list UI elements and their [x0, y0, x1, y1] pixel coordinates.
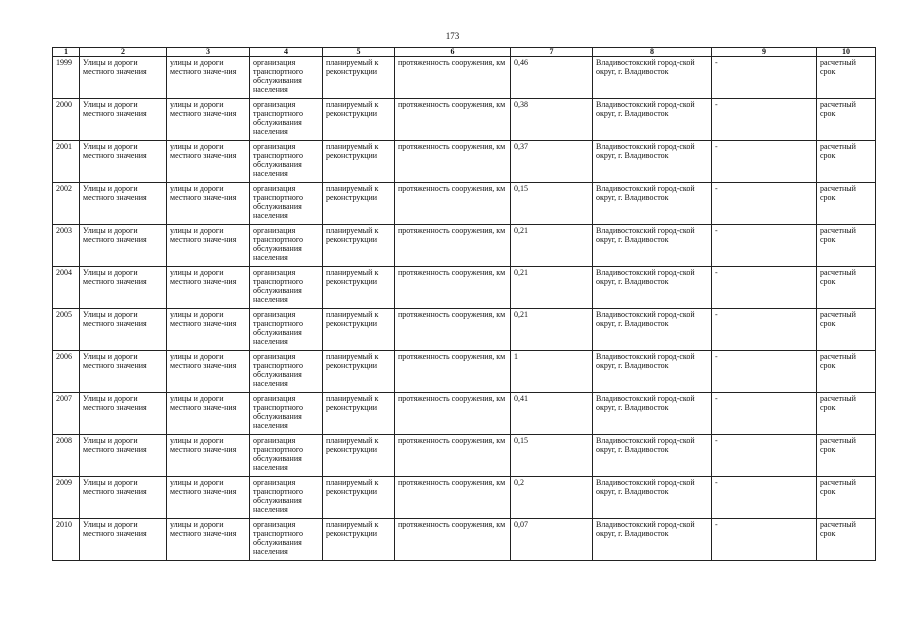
cell-zones: - [712, 141, 817, 183]
cell-location: Владивостокский город-ской округ, г. Владивосток [593, 351, 712, 393]
cell-value: 0,21 [511, 309, 593, 351]
table-row [53, 57, 876, 99]
cell-term: расчетный срок [817, 267, 876, 309]
cell-value: 0,15 [511, 183, 593, 225]
cell-status: планируемый к реконструкции [323, 309, 395, 351]
cell-name: Улицы и дороги местного значения [80, 477, 167, 519]
cell-characteristic: протяженность сооружения, км [395, 225, 511, 267]
page-number: 173 [445, 31, 460, 41]
cell-characteristic: протяженность сооружения, км [395, 141, 511, 183]
cell-name: Улицы и дороги местного значения [80, 519, 167, 561]
cell-value: 0,37 [511, 141, 593, 183]
cell-status: планируемый к реконструкции [323, 351, 395, 393]
table-row [53, 435, 876, 477]
cell-term: расчетный срок [817, 183, 876, 225]
cell-characteristic: протяженность сооружения, км [395, 435, 511, 477]
cell-name: Улицы и дороги местного значения [80, 99, 167, 141]
cell-status: планируемый к реконструкции [323, 99, 395, 141]
cell-term: расчетный срок [817, 99, 876, 141]
cell-location: Владивостокский город-ской округ, г. Владивосток [593, 393, 712, 435]
cell-characteristic: протяженность сооружения, км [395, 309, 511, 351]
table-body [53, 57, 876, 561]
cell-value: 0,46 [511, 57, 593, 99]
table-header [53, 48, 876, 57]
cell-zones: - [712, 309, 817, 351]
table-row [53, 99, 876, 141]
table-row [53, 519, 876, 561]
column-header: 10 [817, 48, 876, 57]
cell-type: улицы и дороги местного значе-ния [167, 225, 250, 267]
objects-table [52, 47, 876, 561]
cell-type: улицы и дороги местного значе-ния [167, 267, 250, 309]
cell-status: планируемый к реконструкции [323, 267, 395, 309]
cell-zones: - [712, 519, 817, 561]
cell-term: расчетный срок [817, 309, 876, 351]
cell-location: Владивостокский город-ской округ, г. Владивосток [593, 99, 712, 141]
table-row [53, 393, 876, 435]
column-header: 2 [80, 48, 167, 57]
cell-purpose: организация транспортного обслуживания населения [250, 351, 323, 393]
cell-purpose: организация транспортного обслуживания населения [250, 309, 323, 351]
cell-name: Улицы и дороги местного значения [80, 267, 167, 309]
cell-id: 2010 [53, 519, 80, 561]
cell-purpose: организация транспортного обслуживания населения [250, 435, 323, 477]
cell-status: планируемый к реконструкции [323, 183, 395, 225]
cell-term: расчетный срок [817, 519, 876, 561]
cell-name: Улицы и дороги местного значения [80, 351, 167, 393]
cell-id: 2000 [53, 99, 80, 141]
cell-term: расчетный срок [817, 351, 876, 393]
cell-name: Улицы и дороги местного значения [80, 57, 167, 99]
cell-zones: - [712, 267, 817, 309]
cell-id: 2004 [53, 267, 80, 309]
cell-status: планируемый к реконструкции [323, 477, 395, 519]
cell-value: 0,21 [511, 225, 593, 267]
cell-type: улицы и дороги местного значе-ния [167, 57, 250, 99]
cell-characteristic: протяженность сооружения, км [395, 351, 511, 393]
cell-purpose: организация транспортного обслуживания населения [250, 393, 323, 435]
cell-type: улицы и дороги местного значе-ния [167, 351, 250, 393]
column-header: 7 [511, 48, 593, 57]
cell-id: 2003 [53, 225, 80, 267]
cell-location: Владивостокский город-ской округ, г. Владивосток [593, 519, 712, 561]
cell-term: расчетный срок [817, 477, 876, 519]
cell-value: 1 [511, 351, 593, 393]
cell-id: 1999 [53, 57, 80, 99]
cell-id: 2002 [53, 183, 80, 225]
column-header: 4 [250, 48, 323, 57]
cell-location: Владивостокский город-ской округ, г. Владивосток [593, 183, 712, 225]
cell-name: Улицы и дороги местного значения [80, 183, 167, 225]
cell-purpose: организация транспортного обслуживания населения [250, 267, 323, 309]
cell-characteristic: протяженность сооружения, км [395, 477, 511, 519]
cell-type: улицы и дороги местного значе-ния [167, 309, 250, 351]
column-header: 5 [323, 48, 395, 57]
cell-status: планируемый к реконструкции [323, 519, 395, 561]
cell-type: улицы и дороги местного значе-ния [167, 141, 250, 183]
cell-type: улицы и дороги местного значе-ния [167, 435, 250, 477]
table-row [53, 267, 876, 309]
cell-id: 2009 [53, 477, 80, 519]
cell-value: 0,2 [511, 477, 593, 519]
cell-status: планируемый к реконструкции [323, 141, 395, 183]
cell-purpose: организация транспортного обслуживания населения [250, 99, 323, 141]
cell-purpose: организация транспортного обслуживания населения [250, 519, 323, 561]
table-row [53, 309, 876, 351]
column-numbers-row [53, 48, 876, 57]
cell-term: расчетный срок [817, 141, 876, 183]
cell-location: Владивостокский город-ской округ, г. Владивосток [593, 141, 712, 183]
cell-zones: - [712, 477, 817, 519]
table-row [53, 183, 876, 225]
cell-name: Улицы и дороги местного значения [80, 393, 167, 435]
cell-purpose: организация транспортного обслуживания населения [250, 477, 323, 519]
cell-id: 2008 [53, 435, 80, 477]
cell-location: Владивостокский город-ской округ, г. Владивосток [593, 435, 712, 477]
cell-status: планируемый к реконструкции [323, 57, 395, 99]
cell-zones: - [712, 351, 817, 393]
cell-term: расчетный срок [817, 393, 876, 435]
column-header: 8 [593, 48, 712, 57]
cell-status: планируемый к реконструкции [323, 435, 395, 477]
cell-purpose: организация транспортного обслуживания населения [250, 141, 323, 183]
cell-value: 0,07 [511, 519, 593, 561]
cell-location: Владивостокский город-ской округ, г. Владивосток [593, 57, 712, 99]
cell-characteristic: протяженность сооружения, км [395, 393, 511, 435]
cell-location: Владивостокский город-ской округ, г. Владивосток [593, 267, 712, 309]
cell-type: улицы и дороги местного значе-ния [167, 477, 250, 519]
cell-purpose: организация транспортного обслуживания населения [250, 183, 323, 225]
cell-status: планируемый к реконструкции [323, 225, 395, 267]
cell-name: Улицы и дороги местного значения [80, 309, 167, 351]
table-row [53, 351, 876, 393]
cell-characteristic: протяженность сооружения, км [395, 267, 511, 309]
table-row [53, 141, 876, 183]
cell-id: 2005 [53, 309, 80, 351]
cell-characteristic: протяженность сооружения, км [395, 519, 511, 561]
cell-type: улицы и дороги местного значе-ния [167, 519, 250, 561]
cell-zones: - [712, 183, 817, 225]
column-header: 6 [395, 48, 511, 57]
cell-name: Улицы и дороги местного значения [80, 141, 167, 183]
column-header: 9 [712, 48, 817, 57]
cell-id: 2007 [53, 393, 80, 435]
cell-term: расчетный срок [817, 57, 876, 99]
cell-status: планируемый к реконструкции [323, 393, 395, 435]
cell-type: улицы и дороги местного значе-ния [167, 393, 250, 435]
cell-zones: - [712, 435, 817, 477]
cell-term: расчетный срок [817, 225, 876, 267]
cell-characteristic: протяженность сооружения, км [395, 183, 511, 225]
cell-purpose: организация транспортного обслуживания населения [250, 225, 323, 267]
cell-value: 0,38 [511, 99, 593, 141]
cell-type: улицы и дороги местного значе-ния [167, 183, 250, 225]
column-header: 3 [167, 48, 250, 57]
cell-location: Владивостокский город-ской округ, г. Владивосток [593, 225, 712, 267]
cell-zones: - [712, 99, 817, 141]
cell-characteristic: протяженность сооружения, км [395, 99, 511, 141]
cell-type: улицы и дороги местного значе-ния [167, 99, 250, 141]
table-row [53, 225, 876, 267]
cell-characteristic: протяженность сооружения, км [395, 57, 511, 99]
cell-purpose: организация транспортного обслуживания населения [250, 57, 323, 99]
cell-zones: - [712, 225, 817, 267]
cell-zones: - [712, 57, 817, 99]
cell-location: Владивостокский город-ской округ, г. Владивосток [593, 477, 712, 519]
cell-term: расчетный срок [817, 435, 876, 477]
cell-value: 0,15 [511, 435, 593, 477]
cell-location: Владивостокский город-ской округ, г. Владивосток [593, 309, 712, 351]
column-header: 1 [53, 48, 80, 57]
cell-value: 0,41 [511, 393, 593, 435]
table-row [53, 477, 876, 519]
cell-name: Улицы и дороги местного значения [80, 225, 167, 267]
cell-value: 0,21 [511, 267, 593, 309]
cell-id: 2006 [53, 351, 80, 393]
cell-name: Улицы и дороги местного значения [80, 435, 167, 477]
cell-zones: - [712, 393, 817, 435]
cell-id: 2001 [53, 141, 80, 183]
